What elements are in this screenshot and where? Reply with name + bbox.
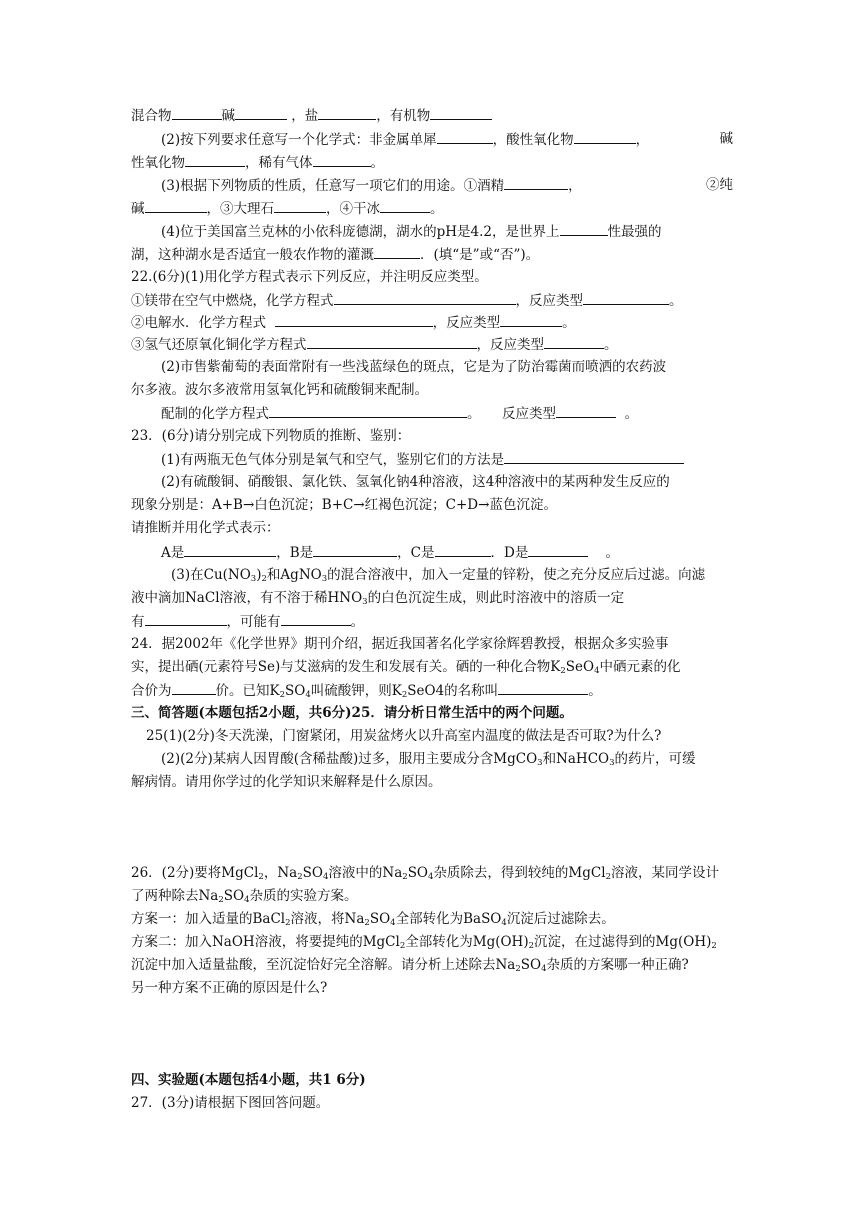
subscript: 4 — [594, 666, 600, 676]
text: 。 — [604, 337, 618, 353]
subscript: 2 — [261, 574, 267, 584]
q24-line: 24．据2002年《化学世界》期刊介绍，据近我国著名化学家徐辉碧教授，根据众多实验事 — [131, 636, 669, 652]
q23-3-cont — [131, 589, 624, 607]
text: 了两种除去Na — [131, 888, 219, 904]
subscript: 2 — [711, 941, 717, 951]
text: ， — [568, 178, 582, 194]
q22-1-h2 — [131, 335, 618, 353]
text: ②纯 — [706, 177, 733, 193]
text: (2)(2分)某病人因胃酸(含稀盐酸)过多，服用主要成分含MgCO — [161, 751, 538, 767]
text: 溶液，某同学设计 — [610, 865, 719, 881]
answer-blank — [145, 199, 207, 213]
text: 26．(2分)要将MgCl — [131, 865, 259, 881]
text: 叫硫酸钾，则K — [310, 683, 402, 699]
subscript: 2 — [399, 941, 406, 951]
text: 中硒元素的化 — [599, 659, 681, 675]
subscript: 4 — [322, 872, 329, 882]
text: 方案一：加入适量的BaCl — [131, 911, 286, 927]
text: SO — [407, 865, 429, 881]
text: 沉淀中加入适量盐酸，至沉淀恰好完全溶解。请分析上述除去Na — [131, 957, 516, 973]
answer-blank — [307, 335, 477, 349]
q24-cont — [131, 658, 681, 676]
text: ，④干冰 — [326, 201, 380, 217]
answer-blank — [172, 681, 216, 695]
text: 液中滴加NaCl溶液，有不溶于稀HNO — [131, 590, 363, 606]
text: A是 — [161, 545, 185, 561]
text: ．(填“是”或“否”)。 — [420, 247, 540, 263]
text: ，反应类型 — [515, 293, 583, 309]
text: (1)有两瓶无色气体分别是氧气和空气，鉴别它们的方法是 — [161, 452, 505, 468]
answer-blank — [281, 612, 351, 626]
text: 和NaHCO — [542, 751, 610, 767]
text: SO — [369, 911, 391, 927]
text: 价。已知K — [215, 683, 280, 699]
q26-plan-2-cont — [131, 956, 689, 974]
text: 。 — [605, 545, 620, 561]
q23-2-cont: 现象分别是：A+B→白色沉淀；B+C→红褐色沉淀；C+D→蓝色沉淀。 — [131, 497, 557, 513]
text: ③氢气还原氧化铜化学方程式 — [131, 337, 307, 353]
text: ，可能有 — [226, 614, 281, 630]
text: (2)按下列要求任意写一个化学式：非金属单犀 — [161, 132, 437, 148]
text: (4)位于美国富兰克林的小依科庞德湖，湖水的pH是4.2，是世界上 — [161, 224, 560, 240]
q21-3-line — [161, 176, 733, 194]
answer-blank — [504, 450, 684, 464]
text: 有 — [131, 614, 145, 630]
text: SeO4的名称叫 — [407, 683, 499, 699]
answer-blank — [374, 245, 420, 259]
text: 。 — [669, 293, 683, 309]
q21-3-cont — [131, 199, 444, 217]
subscript: 4 — [390, 918, 396, 928]
text: 。 — [350, 614, 364, 630]
text: ，酸性氧化物 — [492, 132, 574, 148]
text: 碱 — [131, 201, 145, 217]
q24-answers — [131, 681, 602, 699]
text: ，C是 — [397, 545, 435, 561]
text: SeO — [565, 659, 595, 675]
text: ．D是 — [490, 545, 529, 561]
text: 混合物 — [131, 108, 172, 124]
q21-2-cont — [131, 153, 384, 171]
answer-blank — [184, 543, 276, 557]
text: 。 — [467, 406, 481, 422]
answer-blank — [318, 106, 376, 120]
q22-2-line: (2)市售紫葡萄的表面常附有一些浅蓝绿色的斑点，它是为了防治霉菌而喷洒的农药波 — [161, 359, 667, 375]
text: 碱 — [719, 131, 733, 147]
subscript: 2 — [364, 918, 370, 928]
q22-2-cont: 尔多液。波尔多液常用氢氧化钙和硫酸铜来配制。 — [131, 382, 428, 398]
text: SO — [520, 957, 542, 973]
q26-cont — [131, 887, 358, 905]
text: 碱 — [221, 108, 235, 124]
q26-question: 另一种方案不正确的原因是什么? — [131, 980, 328, 996]
text: ，反应类型 — [432, 315, 501, 331]
subscript: 4 — [541, 964, 547, 974]
answer-blank — [544, 335, 604, 349]
subscript: 2 — [402, 872, 408, 882]
q26-plan-2 — [131, 933, 717, 951]
subscript: 3 — [321, 574, 328, 584]
text: ，反应类型 — [476, 337, 544, 353]
text: 和AgNO — [266, 567, 322, 583]
q21-4-line — [161, 222, 662, 240]
text: ，③大理石 — [206, 201, 274, 217]
q21-2-line: (2)按下列要求任意写一个化学式：非金属单犀 ，酸性氧化物 ， 碱 — [161, 131, 733, 148]
text: ) — [256, 567, 262, 583]
text: 杂质的实验方案。 — [249, 888, 358, 904]
answer-blank — [145, 612, 227, 626]
text: (3)在Cu(NO — [171, 567, 251, 583]
q23-title: 23．(6分)请分别完成下列物质的推断、鉴别： — [131, 428, 411, 444]
text: 的药片，可缓 — [614, 751, 696, 767]
q26-plan-1 — [131, 910, 615, 928]
answer-blank — [185, 153, 245, 167]
subscript: 2 — [401, 690, 408, 700]
subscript: 2 — [560, 666, 566, 676]
answer-blank — [435, 543, 491, 557]
text: ，Na — [263, 865, 298, 881]
text: SO — [223, 888, 245, 904]
answer-blank — [430, 106, 492, 120]
answer-blank — [274, 199, 326, 213]
subscript: 3 — [609, 758, 615, 768]
answer-blank — [583, 291, 669, 305]
text: 方案二：加入NaOH溶液，将要提纯的MgCl — [131, 934, 400, 950]
text: (3)根据下列物质的性质，任意写一项它们的用途。①酒精 — [161, 178, 505, 194]
text: 实，提出硒(元素符号Se)与艾滋病的发生和发展有关。硒的一种化合物K — [131, 659, 561, 675]
answer-blank — [172, 106, 222, 120]
text: 。 — [430, 201, 444, 217]
q22-2-equation — [161, 404, 638, 422]
text: 合价为 — [131, 683, 172, 699]
q26-line — [131, 864, 719, 882]
subscript: 4 — [501, 918, 507, 928]
text: 湖，这种湖水是否适宜一般农作物的灌溉 — [131, 247, 374, 263]
text: 。 — [588, 683, 602, 699]
answer-blank — [313, 153, 371, 167]
answer-blank — [313, 543, 397, 557]
answer-blank — [504, 176, 568, 190]
q25-2-cont: 解病情。请用你学过的化学知识来解释是什么原因。 — [131, 774, 442, 790]
text: 全部转化为BaSO — [395, 911, 502, 927]
q25-1-line: 25(1)(2分)冬天洗澡，门窗紧闭，用炭盆烤火以升高室内温度的做法是否可取?为什么? — [146, 728, 662, 744]
q22-1-water — [131, 313, 576, 331]
answer-blank — [380, 199, 430, 213]
text: 性最强的 — [607, 224, 662, 240]
subscript: 2 — [605, 872, 611, 882]
section-4-heading: 四、实验题(本题包括4小题，共1 6分) — [131, 1072, 366, 1088]
subscript: 4 — [244, 895, 250, 905]
answer-blank — [235, 106, 287, 120]
subscript: 2 — [218, 895, 224, 905]
section-3-heading: 三、简答题(本题包括2小题，共6分)25．请分析日常生活中的两个问题。 — [131, 705, 573, 721]
subscript: 3 — [537, 758, 543, 768]
q23-3-line — [171, 566, 705, 584]
q22-1-mg — [131, 291, 683, 309]
text: ，B是 — [276, 545, 314, 561]
text: 的白色沉淀生成，则此时溶液中的溶质一定 — [367, 590, 625, 606]
answer-blank — [574, 130, 636, 144]
subscript: 2 — [297, 872, 303, 882]
answer-blank — [269, 404, 467, 418]
text: 杂质的方案哪一种正确? — [546, 957, 689, 973]
text: ②电解水．化学方程式 — [131, 315, 266, 331]
text: SO — [302, 865, 323, 881]
text: 沉淀，在过滤得到的Mg(OH) — [534, 934, 712, 950]
text: 。 — [624, 406, 639, 422]
subscript: 3 — [250, 574, 257, 584]
text: 溶液，将Na — [290, 911, 365, 927]
q23-2-answers — [161, 543, 619, 561]
subscript: 4 — [305, 690, 311, 700]
answer-blank — [275, 313, 433, 327]
text: 。 — [370, 155, 384, 171]
subscript: 2 — [515, 964, 521, 974]
q25-2-line — [161, 750, 696, 768]
subscript: 3 — [362, 597, 368, 607]
q22-title: 22.(6分)(1)用化学方程式表示下列反应，并注明反应类型。 — [131, 269, 488, 285]
text: 杂质除去，得到较纯的MgCl — [433, 865, 606, 881]
text: 。 — [562, 315, 576, 331]
text: SO — [285, 683, 306, 699]
text: ，有机物 — [376, 108, 431, 124]
q23-1-line — [161, 450, 684, 468]
text: 溶液中的Na — [328, 865, 403, 881]
text: ①镁带在空气中燃烧，化学方程式 — [131, 293, 334, 309]
text: 性氧化物 — [131, 155, 185, 171]
answer-blank — [500, 313, 562, 327]
text: 全部转化为Mg(OH) — [405, 934, 529, 950]
subscript: 2 — [285, 918, 291, 928]
answer-blank — [528, 543, 588, 557]
text: 的混合溶液中，加入一定量的锌粉，使之充分反应后过滤。向滤 — [327, 567, 706, 583]
q21-1-line — [131, 106, 492, 124]
subscript: 4 — [428, 872, 434, 882]
answer-blank — [437, 130, 493, 144]
text: ，稀有气体 — [245, 155, 313, 171]
q23-2-line: (2)有硫酸铜、硝酸银、氯化铁、氢氧化钠4种溶液，这4种溶液中的某两种发生反应的 — [161, 474, 670, 490]
text: 反应类型 — [501, 406, 556, 422]
answer-blank — [334, 291, 516, 305]
answer-blank — [560, 222, 608, 236]
text: 配制的化学方程式 — [161, 406, 269, 422]
subscript: 2 — [279, 690, 286, 700]
q23-2-prompt: 请推断并用化学式表示： — [131, 520, 280, 536]
q21-4-cont — [131, 245, 539, 263]
q27-line: 27．(3分)请根据下图回答问题。 — [131, 1095, 330, 1111]
text: 沉淀后过滤除去。 — [506, 911, 615, 927]
subscript: 2 — [258, 872, 264, 882]
answer-blank — [556, 404, 616, 418]
subscript: 2 — [528, 941, 535, 951]
q23-3-answers — [131, 612, 364, 630]
text: ，盐 — [291, 108, 319, 124]
answer-blank — [498, 681, 588, 695]
